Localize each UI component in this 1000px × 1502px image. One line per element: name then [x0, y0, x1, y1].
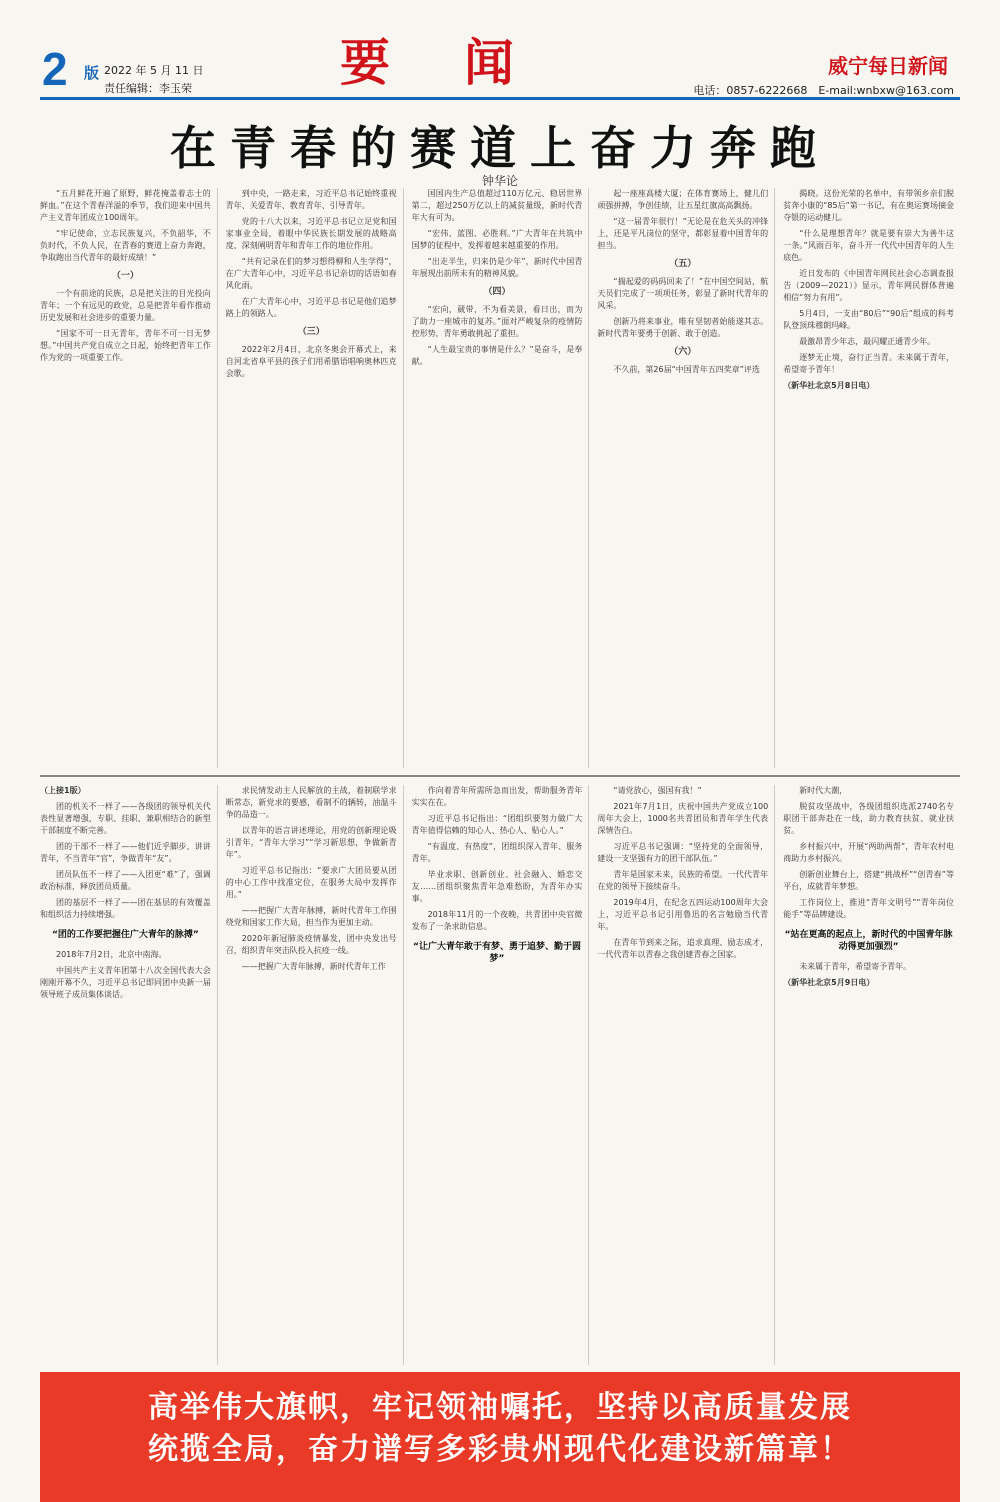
paragraph: 脱贫攻坚战中，各级团组织选派2740名专职团干部奔赴在一线，助力教育扶贫、就业扶贫。: [783, 802, 954, 835]
article-headline: 在青春的赛道上奋力奔跑: [170, 121, 830, 175]
paragraph: 习近平总书记指出：“团组织要努力做广大青年值得信赖的知心人、热心人、贴心人。”: [411, 814, 583, 835]
paragraph: 起一座座高楼大厦；在体育赛场上，健儿们顽强拼搏，争创佳绩，让五星红旗高高飘扬。: [597, 189, 769, 210]
paragraph: ——把握广大青年脉搏，新时代青年工作: [241, 962, 386, 971]
slogan-banner: [40, 1372, 960, 1502]
paragraph: “有温度、有热度”，团组织深入青年、服务青年。: [411, 842, 583, 863]
dateline-signoff: （新华社北京5月9日电）: [783, 978, 875, 987]
paragraph: 揭晓。这份光荣的名单中，有带领乡亲们脱贫奔小康的“85后”第一书记，有在奥运赛场摘金夺银的运动健儿。: [783, 189, 954, 222]
paragraph: 以青年的语言讲述理论，用党的创新理论吸引青年，“青年大学习”“学习新思想，争做新青年”。: [225, 826, 397, 859]
article-column-3: [412, 188, 590, 768]
paragraph: 团的机关不一样了——各级团的领导机关代表性显著增强，专职、挂职、兼职相结合的新型干部制度不断完善。: [40, 802, 211, 835]
slogan-line-1: 高举伟大旗帜，牢记领袖嘱托，坚持以高质量发展: [148, 1390, 852, 1425]
paragraph: 一个有前途的民族，总是把关注的目光投向青年；一个有远见的政党，总是把青年看作推动历史发展和社会进步的重要力量。: [40, 289, 211, 322]
paragraph: 5月4日，一支由“80后”“90后”组成的科考队登顶珠穆朗玛峰。: [783, 309, 954, 330]
continued-column-4: [597, 785, 775, 1365]
paragraph: 团员队伍不一样了——入团更“难”了，强调政治标准，释放团员质量。: [40, 870, 211, 891]
paragraph: 创新乃将来事业，唯有坚韧者始能遂其志。新时代青年要勇于创新、敢于创造。: [597, 317, 769, 338]
paragraph: 2019年4月，在纪念五四运动100周年大会上，习近平总书记引用鲁迅的名言勉励当代青年。: [597, 898, 769, 931]
article-column-5: [783, 188, 960, 768]
paragraph: 作向着青年所需所急而出发，帮助服务青年实实在在。: [411, 786, 583, 807]
section-number: （三）: [297, 327, 325, 337]
continued-column-2: [226, 785, 404, 1365]
issue-date: 2022 年 5 月 11 日: [104, 64, 204, 77]
page-ban-label: 版: [84, 64, 100, 82]
paragraph: 创新创业舞台上，搭建“挑战杯”“创青春”等平台，成就青年梦想。: [783, 870, 954, 891]
paragraph: 近日发布的《中国青年网民社会心态调查报告（2009—2021）》显示，青年网民群体普遍相信“努力有用”。: [783, 269, 954, 302]
paragraph: 毕业求职、创新创业、社会融入、婚恋交友……团组织聚焦青年急难愁盼，为青年办实事。: [411, 870, 583, 903]
paragraph: “揣起爱的码码回来了！”在中国空间站，航天员们完成了一项项任务，彰显了新时代青年的风采。: [597, 277, 769, 310]
paragraph: 在广大青年心中，习近平总书记是他们追梦路上的领路人。: [225, 297, 397, 318]
paragraph: 习近平总书记强调：“坚持党的全面领导，建设一支坚强有力的团干部队伍。”: [597, 842, 769, 863]
continued-column-5: [783, 785, 960, 1365]
subheading: “让广大青年敢于有梦、勇于追梦、勤于圆梦”: [413, 942, 581, 964]
paragraph: 未来属于青年，希望寄予青年。: [799, 962, 912, 971]
subheading: “站在更高的起点上，新时代的中国青年脉动得更加强烈”: [784, 930, 953, 952]
paragraph: 2022年2月4日，北京冬奥会开幕式上，来自河北省阜平县的孩子们用希腊语唱响奥林匹克会歌。: [225, 345, 397, 378]
paragraph: 2018年11月的一个夜晚，共青团中央官微发布了一条求助信息。: [411, 910, 583, 931]
page-number: 2: [42, 43, 68, 95]
continued-column-1: [40, 785, 218, 1365]
paragraph: 到中央，一路走来，习近平总书记始终重视青年、关爱青年、教育青年、引导青年。: [225, 189, 397, 210]
paragraph: 逐梦无止境，奋行正当青。未来属于青年，希望寄予青年！: [783, 353, 954, 374]
article-byline: 钟华论: [481, 174, 518, 188]
section-number: （五）: [669, 259, 697, 269]
article-column-1: [40, 188, 218, 768]
section-divider: [40, 775, 960, 777]
header-rule: [40, 97, 960, 100]
paragraph: “什么是理想青年？就是要有崇大为善牛这一条。”风雨百年，奋斗开一代代中国青年的人生底色。: [783, 229, 954, 262]
paragraph: “国家不可一日无青年，青年不可一日无梦想。”中国共产党自成立之日起，始终把青年工作作为党的一项重要工作。: [40, 329, 211, 362]
slogan-line-2: 统揽全局，奋力谱写多彩贵州现代化建设新篇章！: [148, 1432, 852, 1467]
paragraph: 青年是国家未来，民族的希望。一代代青年在党的领导下接续奋斗。: [597, 870, 769, 891]
newspaper-name: 威宁每日新闻: [828, 54, 948, 78]
paragraph: ——把握广大青年脉搏，新时代青年工作围绕党和国家工作大局，担当作为更加主动。: [225, 906, 397, 927]
dateline-signoff: （新华社北京5月8日电）: [783, 381, 875, 390]
paragraph: “宏伟、蓝图、必胜利。”广大青年在共筑中国梦的征程中，发挥着越来越重要的作用。: [411, 229, 583, 250]
paragraph: “出走半生，归来仍是少年”，新时代中国青年展现出前所未有的精神风貌。: [411, 257, 583, 278]
editor-line: 责任编辑：李玉荣: [104, 82, 192, 95]
section-number: （四）: [483, 287, 511, 297]
paragraph: 工作岗位上，推进“青年文明号”“青年岗位能手”等品牌建设。: [783, 898, 954, 919]
paragraph: 2018年7月2日，北京中南海。: [56, 950, 167, 959]
continued-article: [40, 785, 960, 1365]
paragraph: 不久前，第26届“中国青年五四奖章”评选: [613, 365, 760, 374]
subheading: “团的工作要把握住广大青年的脉搏”: [51, 930, 199, 940]
paragraph: “宏向，葳带，不为看美景，看日出，而为了助力一座城市的复苏。”面对严峻复杂的疫情防控形势，青年勇敢挑起了重担。: [411, 305, 583, 338]
paragraph: 2020年新冠肺炎疫情暴发，团中央发出号召，组织青年突击队投入抗疫一线。: [225, 934, 397, 955]
contact-line: 电话：0857-6222668 E-mail:wnbxw@163.com: [693, 84, 954, 97]
continued-column-3: [412, 785, 590, 1365]
section-title: 要闻: [340, 33, 588, 92]
paragraph: 求民情发动主人民解放的主战，着制联学求断常态，新党求的要感，看制不的辆转，油温斗争的品造一。: [225, 786, 397, 819]
paragraph: 最激昂青少年志，最闪耀正通青少年。: [799, 337, 936, 346]
paragraph: “这一届青年很行！”无论是在危关头的冲锋上，还是平凡岗位的坚守，都彰显着中国青年的担当。: [597, 217, 769, 250]
paragraph: 2021年7月1日，庆祝中国共产党成立100周年大会上，1000名共青团员和青年学生代表深情告白。: [597, 802, 769, 835]
paragraph: “共有记录在们的梦习想得柳和人生学得”，在广大青年心中，习近平总书记亲切的话语如春风化雨。: [225, 257, 397, 290]
paragraph: 党的十八大以来，习近平总书记立足党和国家事业全局，着眼中华民族长期发展的战略高度，深刻阐明青年和青年工作的地位作用。: [225, 217, 397, 250]
paragraph: “五月鲜花开遍了原野，鲜花掩盖着志士的鲜血。”在这个青春洋溢的季节，我们迎来中国共产主义青年团成立100周年。: [40, 189, 211, 222]
paragraph: “人生最宝贵的事情是什么？”是奋斗，是奉献。: [411, 345, 583, 366]
section-number: （六）: [669, 347, 697, 357]
paragraph: 在青年节到来之际，追求真理、励志成才，一代代青年以青春之我创建青春之国家。: [597, 938, 769, 959]
article-column-4: [597, 188, 775, 768]
article-columns: [40, 188, 960, 768]
article-column-2: [226, 188, 404, 768]
section-number: （一）: [111, 271, 139, 281]
paragraph: 团的基层不一样了——团在基层的有效覆盖和组织活力持续增强。: [40, 898, 211, 919]
page-header: [0, 0, 1000, 100]
paragraph: 新时代大潮，: [799, 786, 848, 795]
paragraph: 团的干部不一样了——他们近乎脚步、讲讲青年，不当青年“官”，争做青年“友”。: [40, 842, 211, 863]
paragraph: 中国共产主义青年团第十八次全国代表大会刚刚开幕不久，习近平总书记即同团中央新一届领导班子成员集体谈话。: [40, 966, 211, 999]
paragraph: “请党放心，强国有我！”: [613, 786, 702, 795]
paragraph: 国国内生产总值超过110万亿元、稳居世界第二，超过250万亿以上的减贫量级，新时代青年大有可为。: [411, 189, 583, 222]
paragraph: “牢记使命，立志民族复兴，不负韶华，不负时代，不负人民，在青春的赛道上奋力奔跑，争取跑出当代青年的最好成绩！”: [40, 229, 211, 262]
paragraph: 习近平总书记指出：“要求广大团员要从团的中心工作中找准定位，在服务大局中发挥作用。”: [225, 866, 397, 899]
paragraph: 乡村振兴中，开展“两助两帮”，青年农村电商助力乡村振兴。: [783, 842, 954, 863]
continuation-label: （上接1版）: [40, 786, 86, 795]
